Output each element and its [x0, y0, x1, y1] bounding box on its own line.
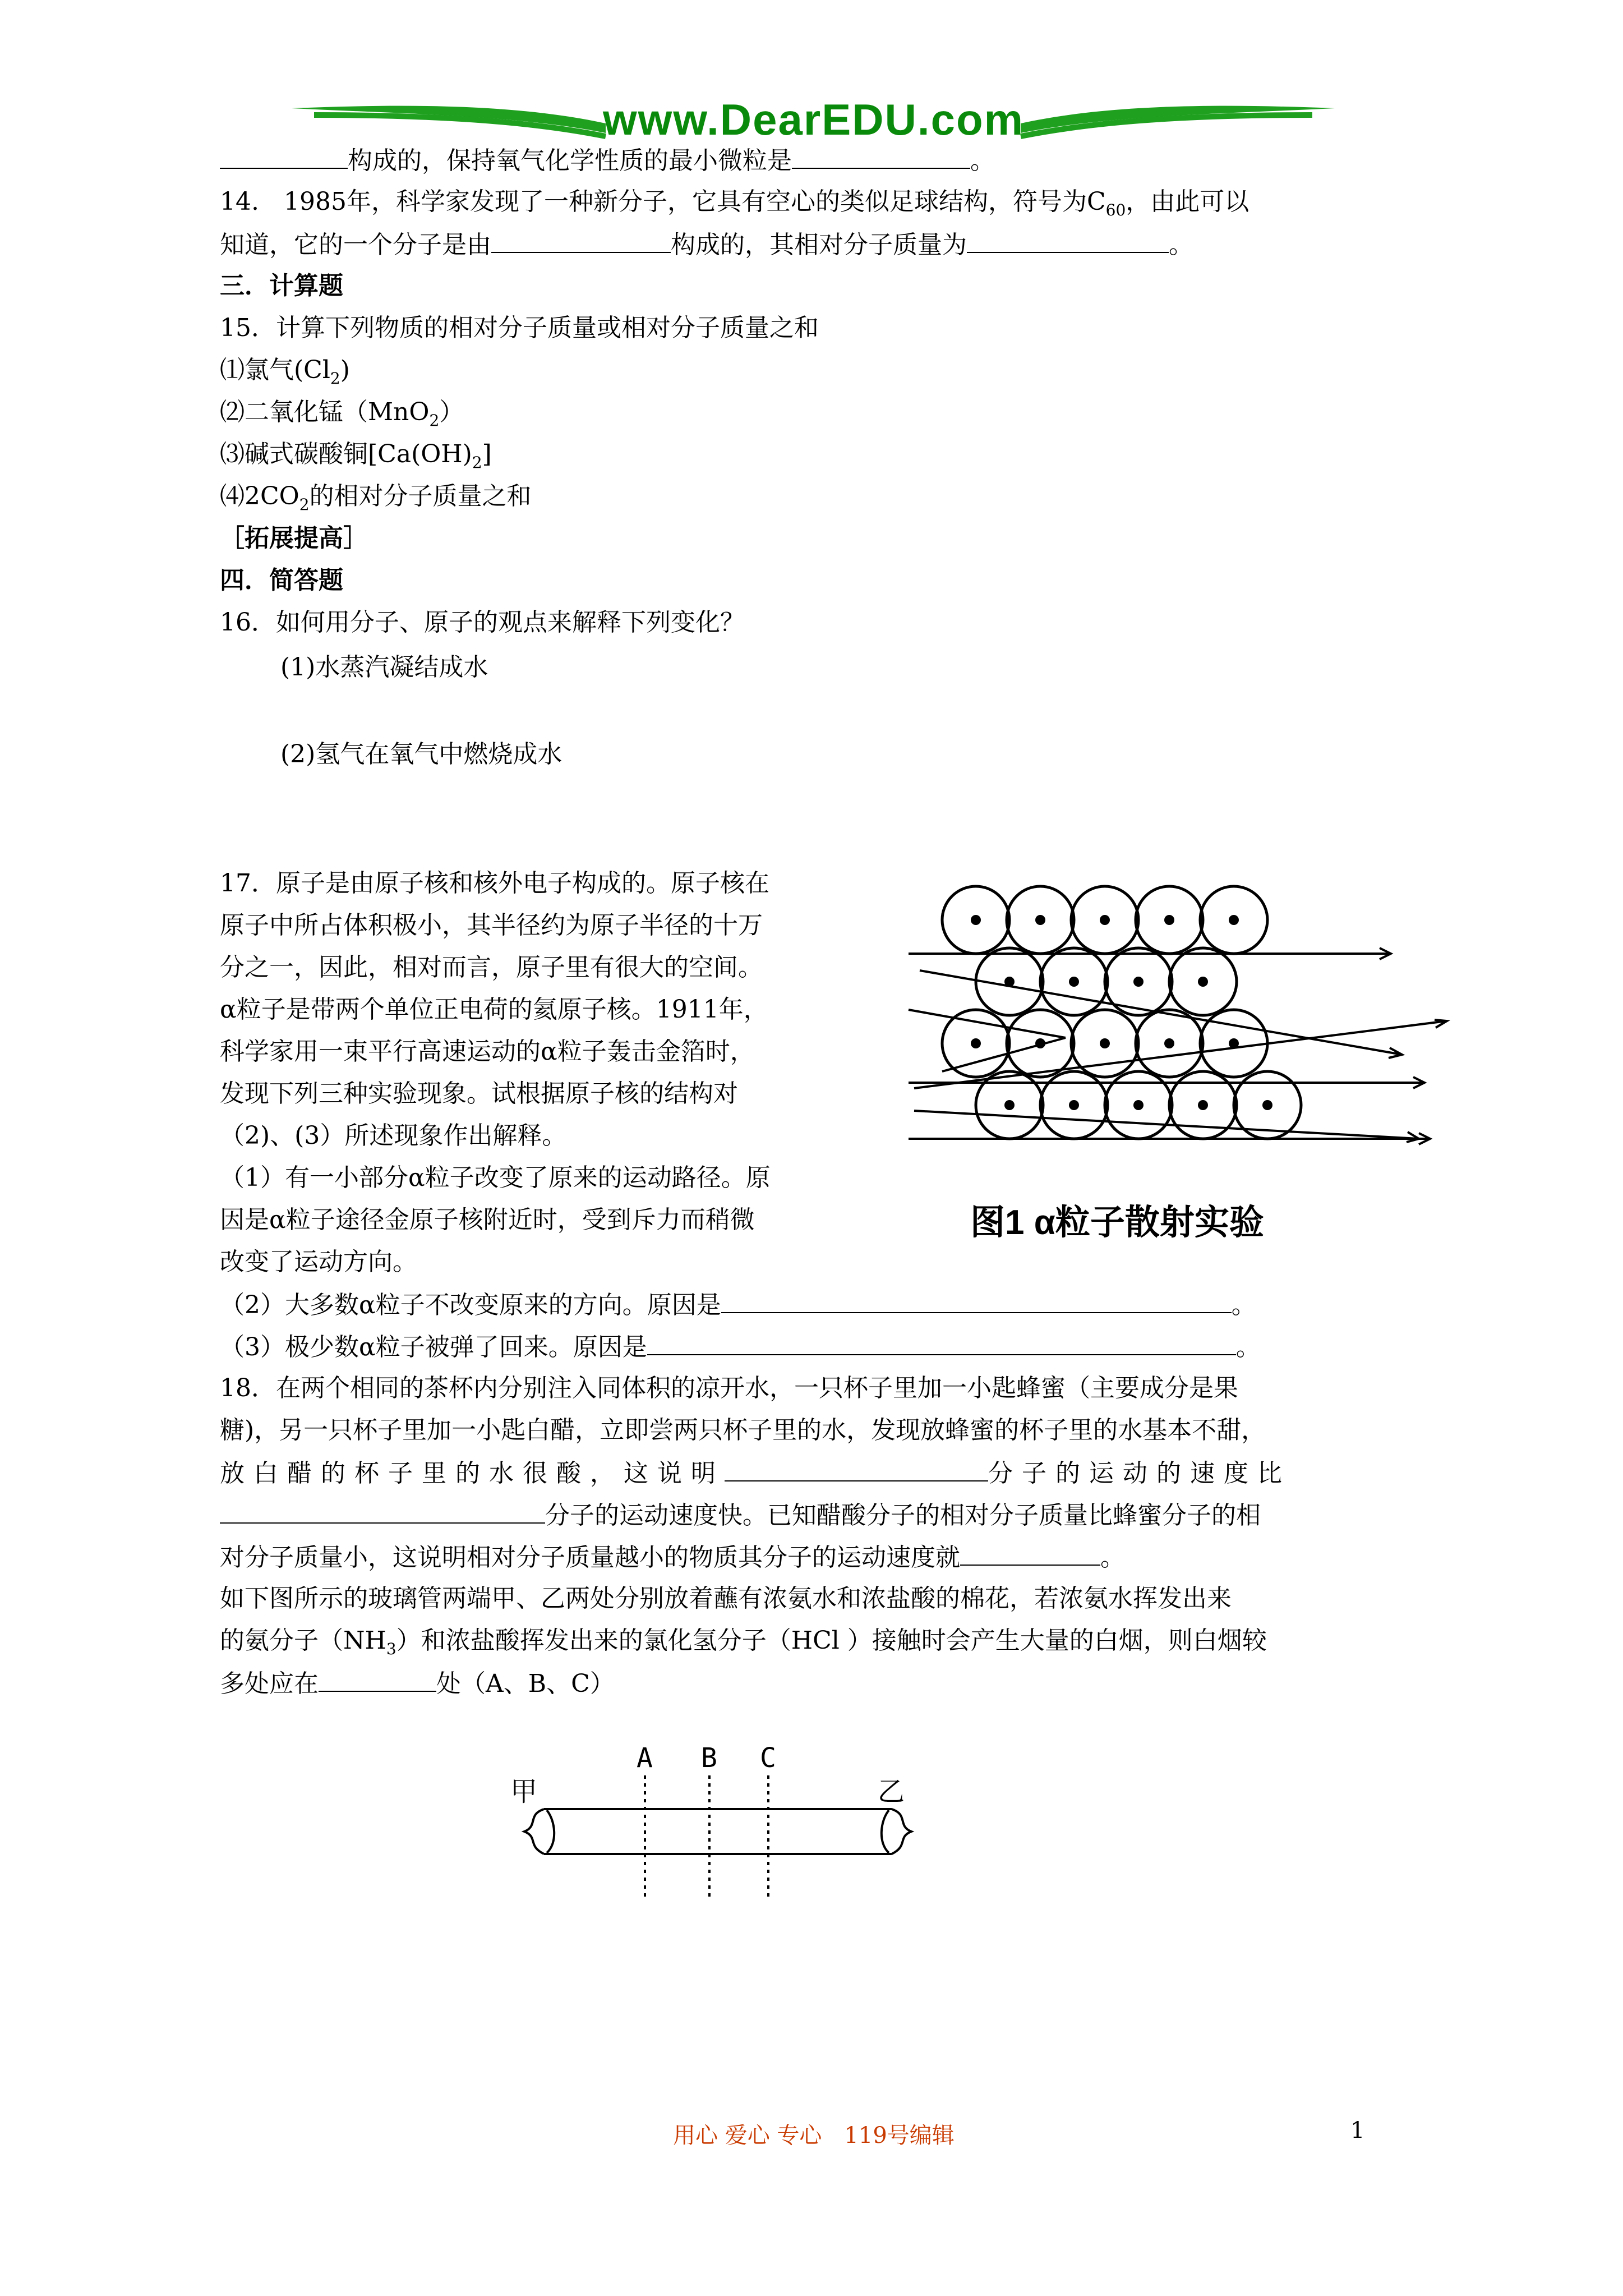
question-19: 如下图所示的玻璃管两端甲、乙两处分别放着蘸有浓氨水和浓盐酸的棉花，若浓氨水挥发出来	[220, 1584, 1232, 1613]
question-16-item: (2)氢气在氧气中燃烧成水	[280, 740, 562, 769]
answer-blank	[725, 1456, 988, 1481]
alpha-scattering-figure	[897, 881, 1458, 1251]
tube-right-label: 乙	[878, 1776, 905, 1807]
page-number: 1	[1350, 2118, 1365, 2143]
question-17: （2)、(3）所述现象作出解释。	[220, 1121, 567, 1150]
question-17: 17．原子是由原子核和核外电子构成的。原子核在	[220, 869, 769, 898]
answer-blank	[792, 143, 970, 169]
glass-tube-figure	[505, 1742, 931, 1904]
answer-blank	[319, 1666, 436, 1692]
question-18: 糖)，另一只杯子里加一小匙白醋，立即尝两只杯子里的水，发现放蜂蜜的杯子里的水基本不甜，	[220, 1416, 1266, 1444]
answer-blank	[967, 227, 1169, 253]
question-17: α粒子是带两个单位正电荷的氦原子核。1911年，	[220, 995, 768, 1024]
text-line: 构成的，保持氧气化学性质的最小微粒是 。	[220, 143, 995, 178]
question-15-item: $⑷2CO_2$的相对分子质量之和	[220, 482, 532, 514]
answer-blank	[721, 1287, 1232, 1313]
question-17: 发现下列三种实验现象。试根据原子核的结构对	[220, 1079, 738, 1108]
question-15: 15．计算下列物质的相对分子质量或相对分子质量之和	[220, 314, 819, 342]
header-logo-text: www.DearEDU.com	[603, 95, 1024, 144]
figure-1-caption: 图1 α粒子散射实验	[970, 1203, 1264, 1242]
section-heading: 四．简答题	[220, 566, 343, 595]
question-17: 分之一，因此，相对而言，原子里有很大的空间。	[220, 953, 763, 982]
question-17: 科学家用一束平行高速运动的α粒子轰击金箔时，	[220, 1037, 755, 1066]
question-15-item: ⑵二氧化锰（MnO$_2$）	[220, 398, 464, 430]
expand-heading: ［拓展提高］	[220, 524, 368, 553]
question-17-item: （2）大多数α粒子不改变原来的方向。原因是 。	[220, 1287, 1256, 1322]
question-16-item: (1)水蒸汽凝结成水	[280, 653, 488, 682]
mark-a-label: A	[637, 1742, 653, 1774]
tube-left-label: 甲	[510, 1776, 538, 1807]
answer-blank	[220, 1498, 545, 1524]
mark-b-label: B	[701, 1742, 717, 1774]
question-17: （1）有一小部分α粒子改变了原来的运动路径。原	[220, 1163, 771, 1192]
question-18: 放白醋的杯子里的水很酸，这说明 分子的运动的速度比	[220, 1456, 1291, 1490]
answer-blank	[491, 227, 671, 253]
answer-blank	[647, 1329, 1236, 1355]
question-17: 原子中所占体积极小，其半径约为原子半径的十万	[220, 911, 763, 940]
question-15-item: ⑶碱式碳酸铜$[Ca(OH)_2]$	[220, 440, 492, 472]
mark-c-label: C	[760, 1742, 776, 1774]
question-18: 对分子质量小，这说明相对分子质量越小的物质其分子的运动速度就 。	[220, 1540, 1125, 1575]
question-17: 改变了运动方向。	[220, 1248, 417, 1276]
question-17-item: （3）极少数α粒子被弹了回来。原因是 。	[220, 1329, 1261, 1364]
question-18: 18．在两个相同的茶杯内分别注入同体积的凉开水，一只杯子里加一小匙蜂蜜（主要成分是果	[220, 1374, 1238, 1402]
footer-text: 用心 爱心 专心 119号编辑	[673, 2123, 955, 2148]
question-17: 因是α粒子途径金原子核附近时，受到斥力而稍微	[220, 1205, 755, 1234]
answer-blank	[960, 1540, 1100, 1566]
answer-blank	[220, 143, 348, 169]
question-18: 分子的运动速度快。已知醋酸分子的相对分子质量比蜂蜜分子的相	[220, 1498, 1261, 1533]
question-14: 14. 1985年，科学家发现了一种新分子，它具有空心的类似足球结构，符号为$C_{60}$，由此可以	[220, 187, 1249, 219]
question-19: 多处应在 处（A、B、C）	[220, 1666, 615, 1701]
question-19: 的氨分子$(NH_3)$和浓盐酸挥发出来的氯化氢分子（HCl ）接触时会产生大量的白烟，则白烟较	[220, 1626, 1267, 1658]
section-heading: 三．计算题	[220, 272, 343, 300]
question-15-item: ⑴氯气$(Cl_2)$	[220, 356, 350, 388]
question-14-cont: 知道，它的一个分子是由 构成的，其相对分子质量为 。	[220, 227, 1193, 262]
question-16: 16．如何用分子、原子的观点来解释下列变化？	[220, 608, 745, 637]
